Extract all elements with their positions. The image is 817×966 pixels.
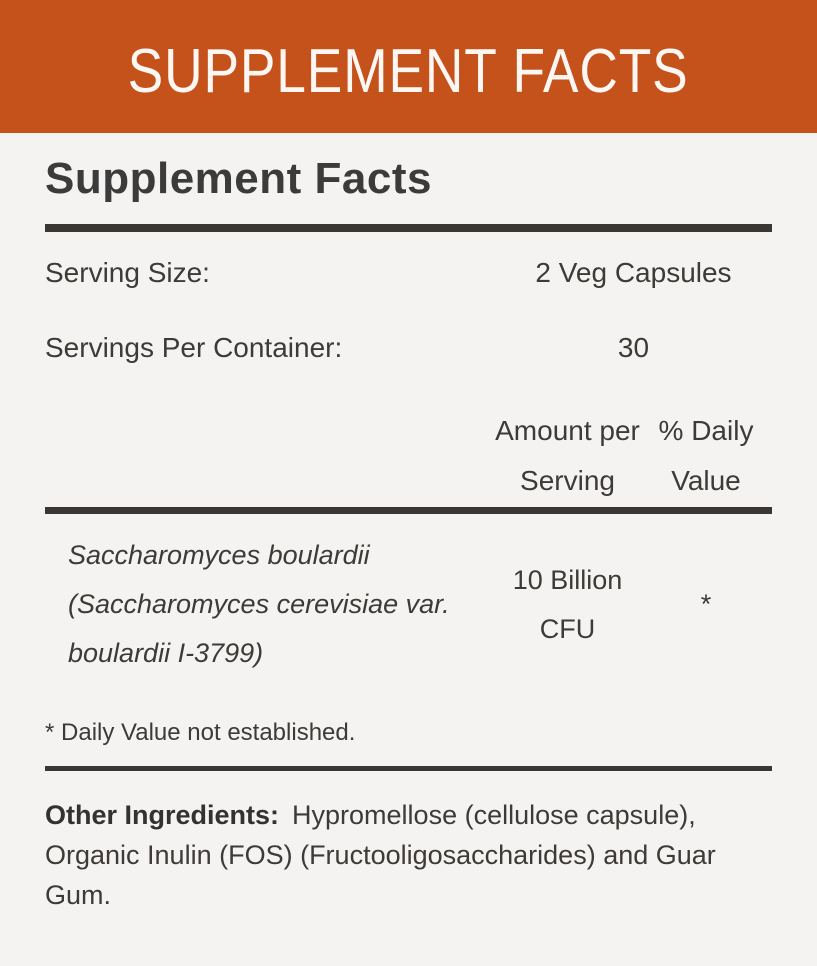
other-ingredients	[45, 795, 747, 915]
serving-info	[45, 232, 772, 365]
serving-size-label: Serving Size:	[45, 257, 210, 288]
divider-top	[45, 224, 772, 232]
other-ingredients-text: Hypromellose (cellulose capsule), Organic Inulin (FOS) (Fructooligosaccharides) and Guar Gum.	[45, 800, 716, 910]
ingredient-name: Saccharomyces boulardii (Saccharomyces cerevisiae var. boulardii I-3799)	[68, 540, 450, 668]
table-header-row	[45, 406, 772, 506]
ingredient-amount: 10 Billion CFU	[512, 564, 623, 644]
amount-per-serving-header: Amount per Serving	[495, 415, 640, 496]
percent-daily-value-header: % Daily Value	[658, 415, 754, 496]
ingredient-daily-value: *	[700, 589, 712, 619]
servings-per-container-label: Servings Per Container:	[45, 332, 343, 363]
divider-bottom	[45, 766, 772, 771]
servings-per-container-value: 30	[617, 332, 650, 363]
panel-title: Supplement Facts	[45, 154, 432, 203]
servings-per-container-row	[45, 331, 772, 365]
other-ingredients-label: Other Ingredients:	[45, 800, 280, 830]
daily-value-footnote: * Daily Value not established.	[45, 719, 356, 746]
serving-size-value: 2 Veg Capsules	[535, 257, 732, 288]
ingredient-row	[45, 514, 772, 678]
panel-content	[0, 154, 817, 915]
divider-table-header	[45, 507, 772, 514]
supplement-facts-banner	[0, 0, 817, 133]
banner-title: SUPPLEMENT FACTS	[128, 37, 689, 106]
table-header-spacer	[45, 406, 495, 506]
serving-size-row	[45, 256, 772, 290]
